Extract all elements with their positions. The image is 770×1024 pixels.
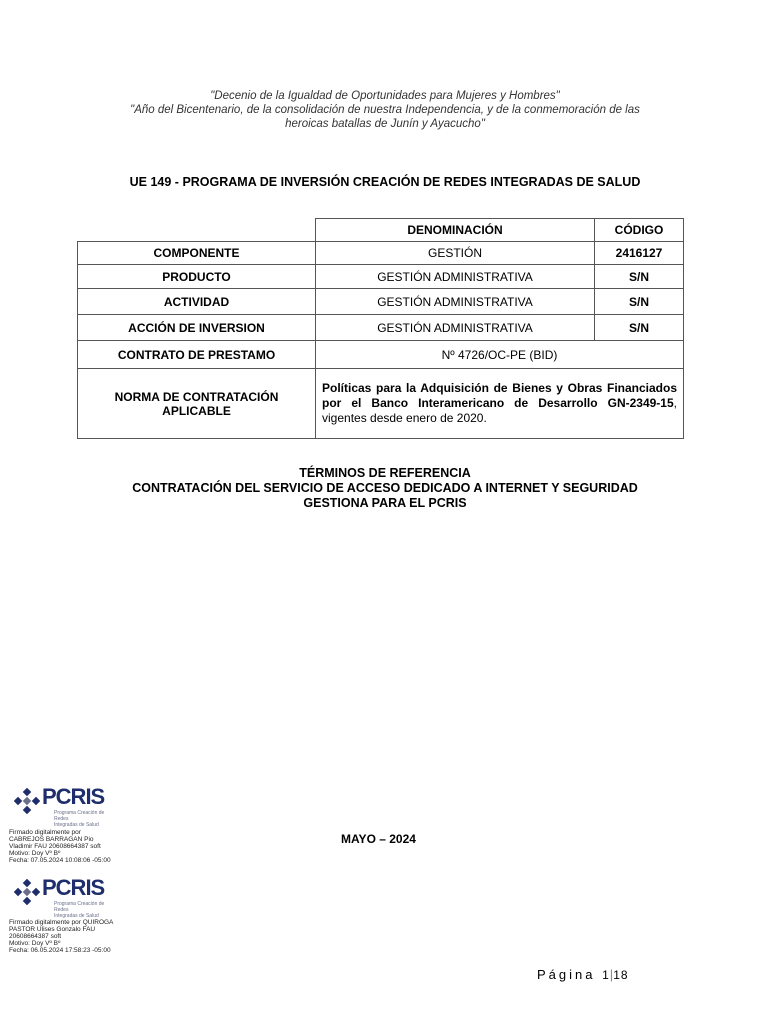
motto-line-1: "Decenio de la Igualdad de Oportunidades para Mujeres y Hombres" [210,90,560,102]
terms-line-3: GESTIONA PARA EL PCRIS [303,496,467,510]
norma-validity: , vigentes desde enero de 2020. [322,396,677,425]
contrato-value: Nº 4726/OC-PE (BID) [316,341,684,369]
header-motto [120,89,650,131]
page-total: 18 [613,968,629,982]
pcris-logo [12,873,122,917]
page-current: 1 [602,968,610,982]
digital-signature-2: Firmado digitalmente por QUIROGA PASTOR Ulises Gonzalo FAU 20608664387 soft Motivo: Doy Vº Bº Fecha: 06.05.2024 17:58:23 -05:00 [9,919,114,954]
table-header-row [78,219,684,242]
terms-line-1: TÉRMINOS DE REFERENCIA [299,466,471,480]
row-label: ACCIÓN DE INVERSION [78,315,316,341]
document-title [60,466,710,511]
row-codigo: S/N [595,265,684,289]
col-denominacion: DENOMINACIÓN [316,219,595,242]
row-label: PRODUCTO [78,265,316,289]
row-denominacion: GESTIÓN [316,242,595,265]
motto-line-2: "Año del Bicentenario, de la consolidación de nuestra Independencia, y de la conmemoración de las [130,104,640,116]
program-info-table [77,218,684,439]
page-number [537,967,629,982]
table-row [78,242,684,265]
norma-label-line-2: APLICABLE [162,403,231,418]
table-row [78,315,684,341]
contrato-label: CONTRATO DE PRESTAMO [78,341,316,369]
page-separator: | [609,967,614,982]
row-codigo: S/N [595,315,684,341]
row-denominacion: GESTIÓN ADMINISTRATIVA [316,289,595,315]
logo-brand: PCRIS [42,784,105,809]
norma-label-line-1: NORMA DE CONTRATACIÓN [114,389,279,404]
logo-subtitle: Programa Creación de Redes Integradas de Salud [54,810,105,828]
program-title: UE 149 - PROGRAMA DE INVERSIÓN CREACIÓN DE REDES INTEGRADAS DE SALUD [129,175,641,189]
motto-line-3: heroicas batallas de Junín y Ayacucho" [285,118,485,130]
row-codigo: S/N [595,289,684,315]
norma-label [78,369,316,439]
logo-brand: PCRIS [42,875,105,900]
page-label: Página [537,967,596,982]
norma-row [78,369,684,439]
terms-line-2: CONTRATACIÓN DEL SERVICIO DE ACCESO DEDICADO A INTERNET Y SEGURIDAD [132,481,638,495]
row-denominacion: GESTIÓN ADMINISTRATIVA [316,315,595,341]
logo-subtitle: Programa Creación de Redes Integradas de Salud [54,901,105,919]
row-denominacion: GESTIÓN ADMINISTRATIVA [316,265,595,289]
row-label: COMPONENTE [78,242,316,265]
pcris-mark-icon [14,788,40,814]
digital-signature-1: Firmado digitalmente por CABREJOS BARRAGAN Pio Vladimir FAU 20608664387 soft Motivo: Doy Vº Bº Fecha: 07.05.2024 10:08:06 -05:00 [9,829,111,864]
contract-row [78,341,684,369]
document-date: MAYO – 2024 [341,832,416,846]
pcris-logo [12,782,122,826]
table-row [78,289,684,315]
pcris-mark-icon [14,879,40,905]
norma-policy: Políticas para la Adquisición de Bienes y Obras Financiados por el Banco Interamericano de Desarrollo GN-2349-15 [322,381,677,410]
row-codigo: 2416127 [595,242,684,265]
norma-value [316,369,684,439]
row-label: ACTIVIDAD [78,289,316,315]
col-codigo: CÓDIGO [595,219,684,242]
table-row [78,265,684,289]
